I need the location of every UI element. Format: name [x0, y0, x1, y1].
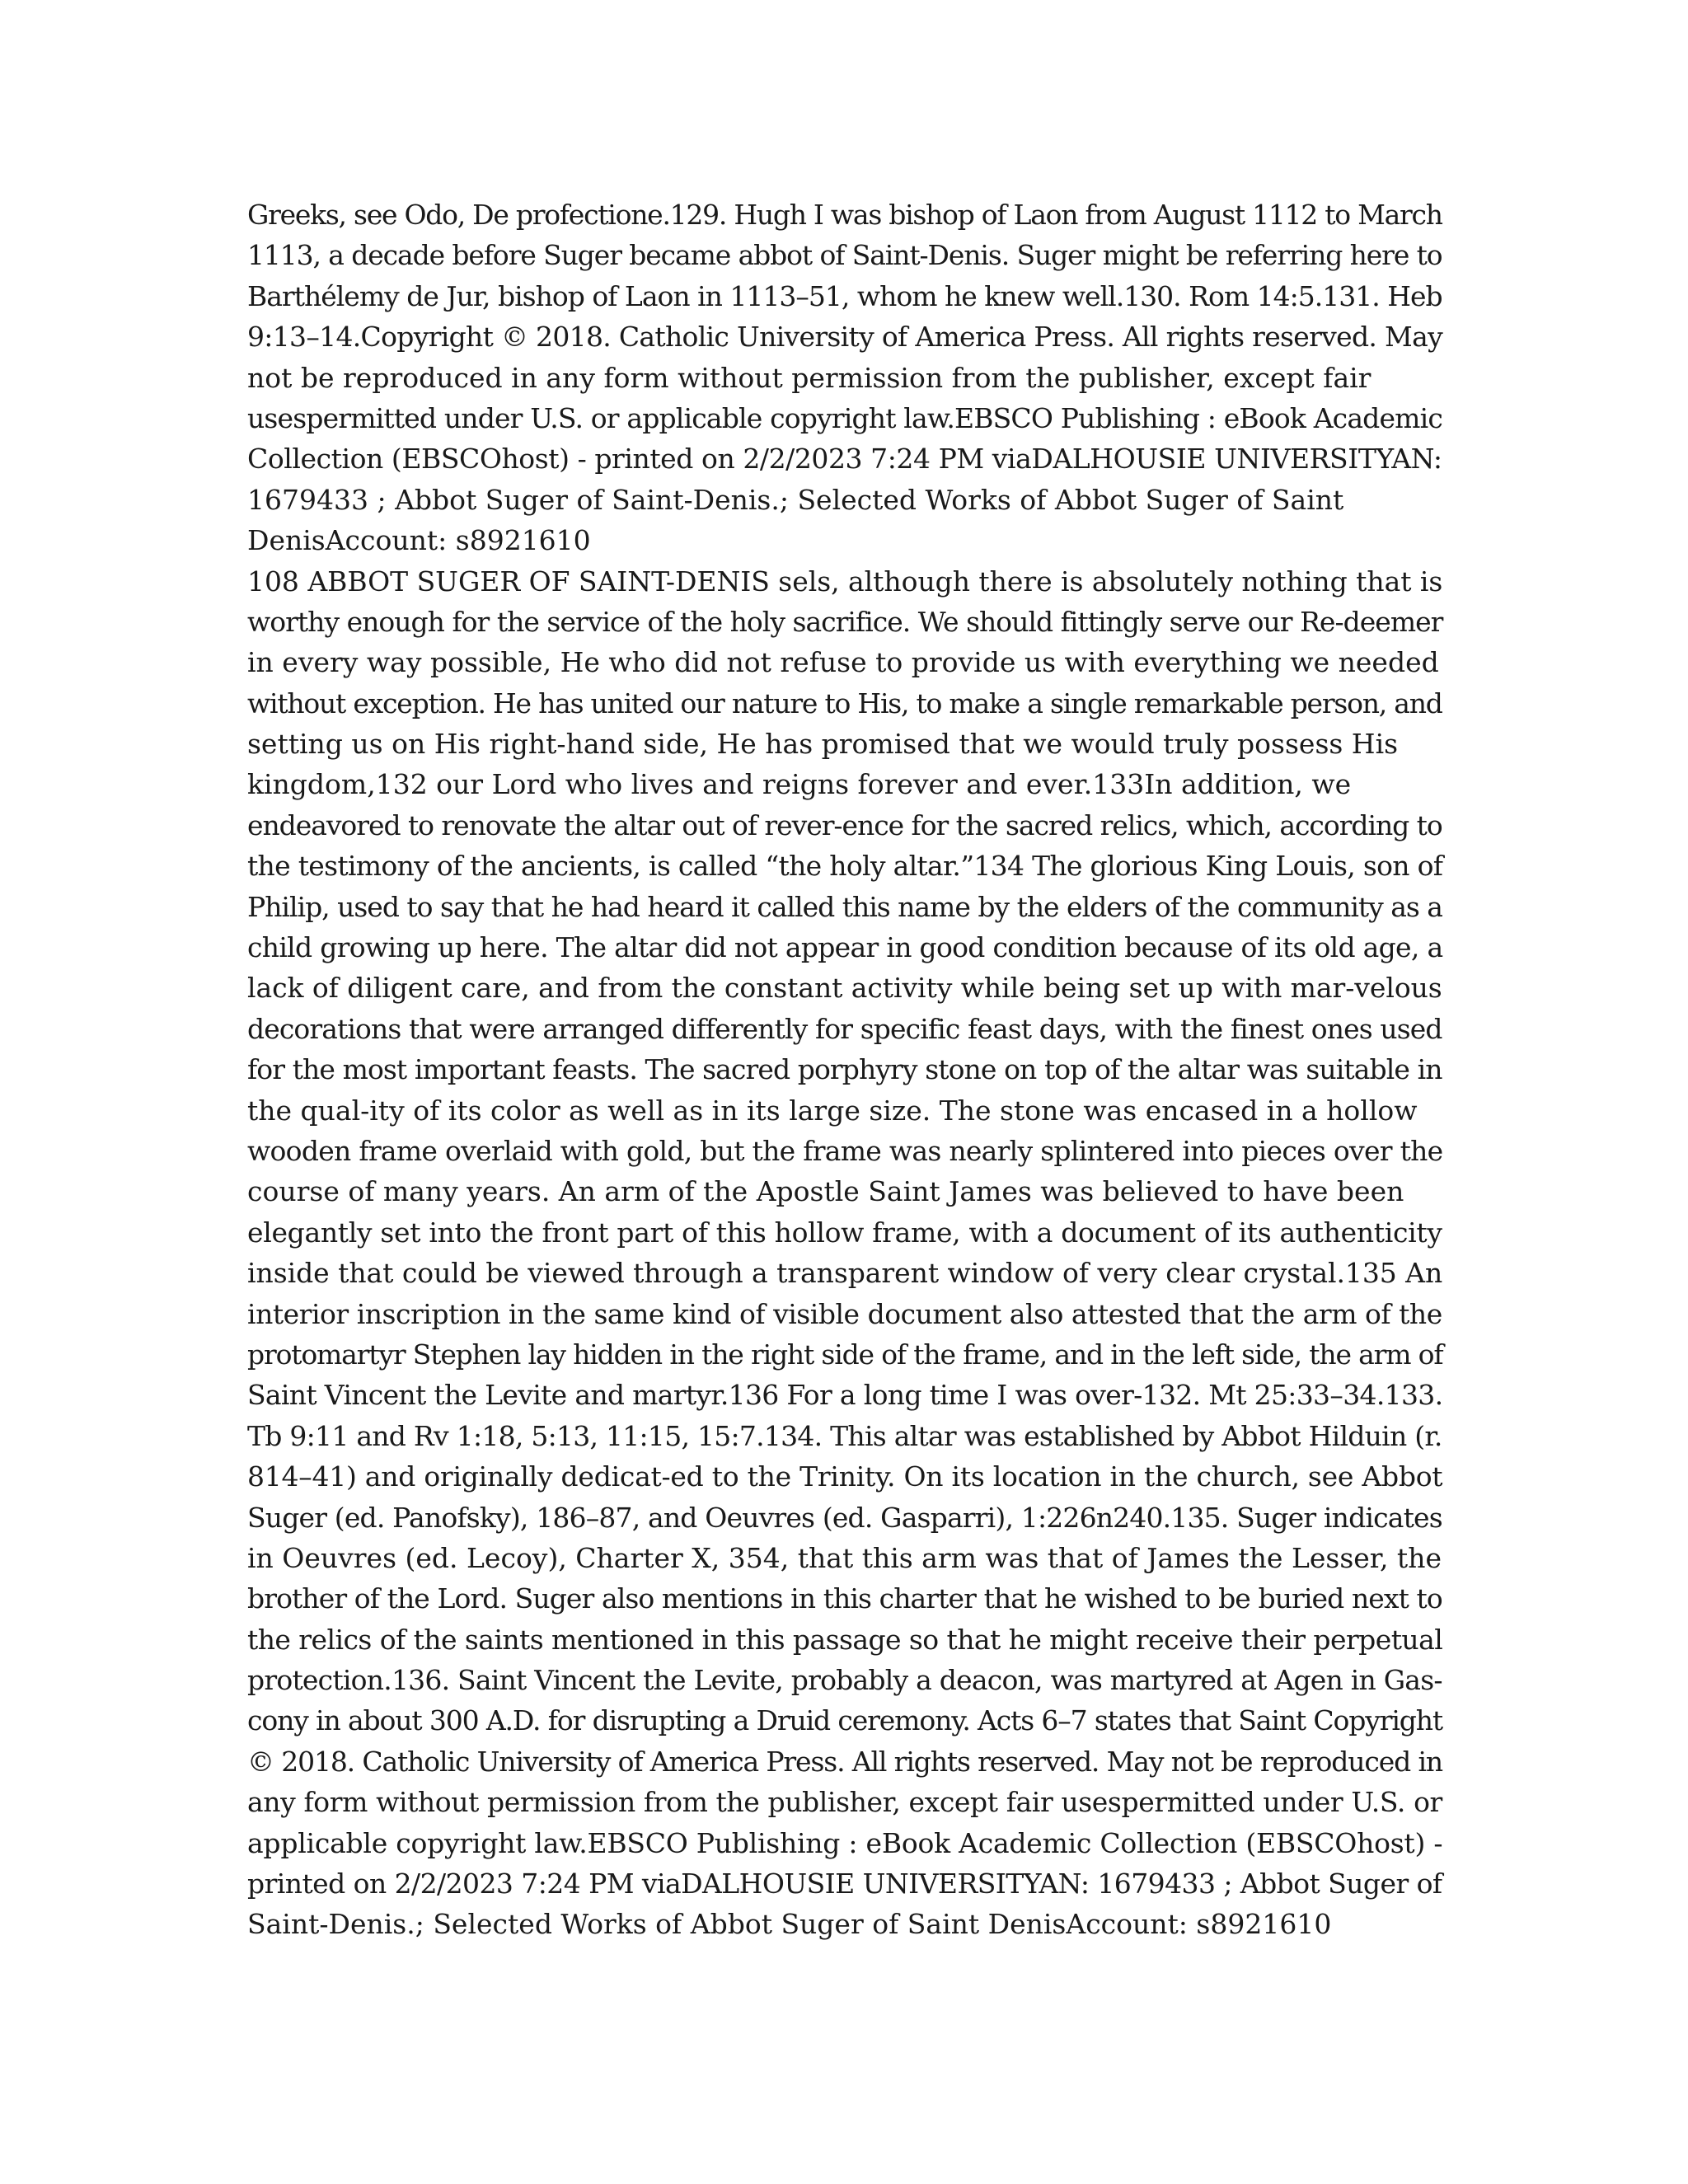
text-line: Collection (EBSCOhost) - printed on 2/2/2023 7:24 PM viaDALHOUSIE UNIVERSITYAN: — [247, 443, 1442, 476]
text-line: Tb 9:11 and Rv 1:18, 5:13, 11:15, 15:7.134. This altar was established by Abbot Hilduin (r. — [247, 1419, 1442, 1452]
text-line: protection.136. Saint Vincent the Levite, probably a deacon, was martyred at Agen in Gas- — [247, 1664, 1442, 1697]
text-line: brother of the Lord. Suger also mentions in this charter that he wished to be buried next to — [247, 1582, 1442, 1615]
text-line: cony in about 300 A.D. for disrupting a Druid ceremony. Acts 6–7 states that Saint Copyright — [247, 1704, 1443, 1737]
text-line: elegantly set into the front part of this hollow frame, with a document of its authenticity — [247, 1216, 1442, 1249]
text-line: © 2018. Catholic University of America Press. All rights reserved. May not be reproduced in — [247, 1745, 1442, 1778]
text-line: worthy enough for the service of the holy sacrifice. We should fittingly serve our Re-deemer — [247, 605, 1443, 638]
text-line: Saint-Denis.; Selected Works of Abbot Suger of Saint DenisAccount: s8921610 — [247, 1908, 1332, 1941]
text-line: the qual-ity of its color as well as in its large size. The stone was encased in a hollow — [247, 1094, 1418, 1127]
text-line: Barthélemy de Jur, bishop of Laon in 1113–51, whom he knew well.130. Rom 14:5.131. Heb — [247, 279, 1442, 312]
text-line: in Oeuvres (ed. Lecoy), Charter X, 354, that this arm was that of James the Lesser, the — [247, 1541, 1442, 1574]
text-line: applicable copyright law.EBSCO Publishing : eBook Academic Collection (EBSCOhost) - — [247, 1826, 1443, 1859]
text-line: lack of diligent care, and from the constant activity while being set up with mar-velous — [247, 972, 1442, 1005]
document-page — [247, 194, 1442, 1945]
text-line: protomartyr Stephen lay hidden in the right side of the frame, and in the left side, the arm of — [247, 1338, 1443, 1371]
text-line: usespermitted under U.S. or applicable copyright law.EBSCO Publishing : eBook Academic — [247, 401, 1442, 434]
text-line: 814–41) and originally dedicat-ed to the Trinity. On its location in the church, see Abbot — [247, 1460, 1443, 1493]
text-line: any form without permission from the publisher, except fair usespermitted under U.S. or — [247, 1786, 1442, 1819]
text-line: Greeks, see Odo, De profectione.129. Hugh I was bishop of Laon from August 1112 to March — [247, 199, 1442, 231]
text-line: not be reproduced in any form without permission from the publisher, except fair — [247, 361, 1372, 394]
text-line: kingdom,132 our Lord who lives and reigns forever and ever.133In addition, we — [247, 768, 1352, 801]
text-line: child growing up here. The altar did not appear in good condition because of its old age, a — [247, 931, 1443, 964]
text-line: the testimony of the ancients, is called “the holy altar.”134 The glorious King Louis, son of — [247, 850, 1443, 883]
text-line: 9:13–14.Copyright © 2018. Catholic University of America Press. All rights reserved. May — [247, 321, 1443, 354]
text-line: the relics of the saints mentioned in this passage so that he might receive their perpetual — [247, 1623, 1443, 1656]
text-line: decorations that were arranged differently for specific feast days, with the finest ones used — [247, 1012, 1442, 1045]
text-line: interior inscription in the same kind of visible document also attested that the arm of the — [247, 1297, 1442, 1330]
text-line: setting us on His right-hand side, He has promised that we would truly possess His — [247, 728, 1399, 761]
text-line: DenisAccount: s8921610 — [247, 524, 591, 557]
text-line: in every way possible, He who did not refuse to provide us with everything we needed — [247, 646, 1439, 679]
text-line: Suger (ed. Panofsky), 186–87, and Oeuvres (ed. Gasparri), 1:226n240.135. Suger indicates — [247, 1501, 1442, 1534]
text-line: 108 ABBOT SUGER OF SAINT-DENIS sels, although there is absolutely nothing that is — [247, 565, 1443, 598]
text-line: without exception. He has united our nature to His, to make a single remarkable person, and — [247, 687, 1442, 719]
text-line: for the most important feasts. The sacred porphyry stone on top of the altar was suitable in — [247, 1053, 1442, 1086]
text-line: printed on 2/2/2023 7:24 PM viaDALHOUSIE UNIVERSITYAN: 1679433 ; Abbot Suger of — [247, 1868, 1442, 1900]
text-line: wooden frame overlaid with gold, but the frame was nearly splintered into pieces over the — [247, 1134, 1443, 1167]
text-line: Saint Vincent the Levite and martyr.136 For a long time I was over-132. Mt 25:33–34.133. — [247, 1379, 1443, 1412]
text-line: course of many years. An arm of the Apostle Saint James was believed to have been — [247, 1175, 1404, 1208]
text-line: Philip, used to say that he had heard it called this name by the elders of the community as a — [247, 890, 1442, 923]
text-line: 1113, a decade before Suger became abbot of Saint-Denis. Suger might be referring here to — [247, 239, 1442, 272]
text-line: endeavored to renovate the altar out of rever-ence for the sacred relics, which, according to — [247, 808, 1442, 841]
text-line: inside that could be viewed through a transparent window of very clear crystal.135 An — [247, 1257, 1443, 1290]
text-line: 1679433 ; Abbot Suger of Saint-Denis.; Selected Works of Abbot Suger of Saint — [247, 483, 1344, 516]
